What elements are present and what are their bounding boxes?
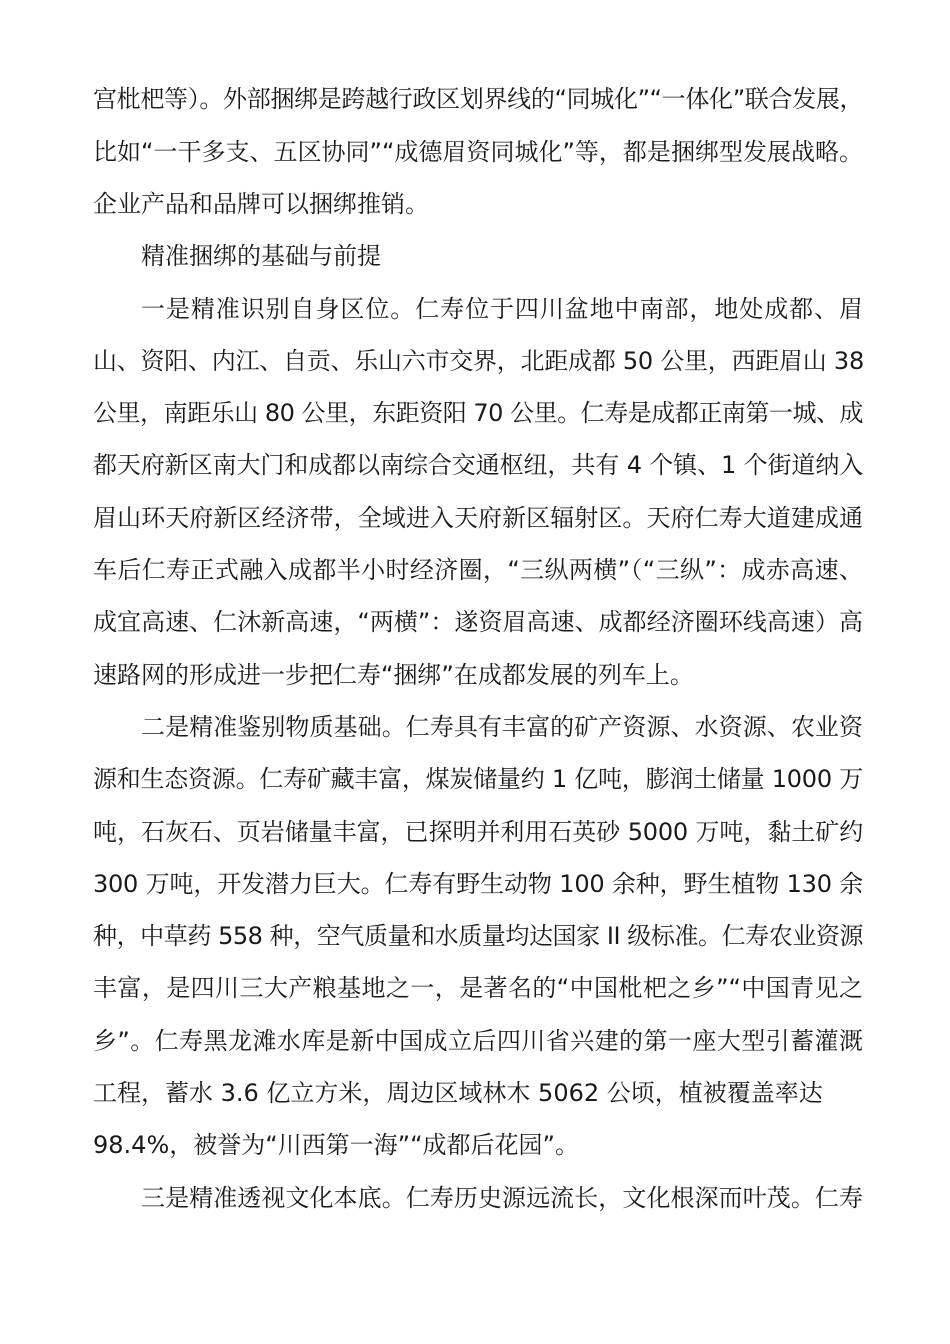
- body-text-line: 300 万吨，开发潜力巨大。仁寿有野生动物 100 余种，野生植物 130 余: [93, 870, 863, 898]
- section-heading: 精准捆绑的基础与前提: [141, 242, 381, 270]
- body-text-line: 98.4%，被誉为“川西第一海”“成都后花园”。: [93, 1131, 579, 1159]
- body-text-line: 二是精准鉴别物质基础。仁寿具有丰富的矿产资源、水资源、农业资: [141, 713, 863, 741]
- body-text-line: 乡”。仁寿黑龙滩水库是新中国成立后四川省兴建的第一座大型引蓄灌溉: [93, 1027, 863, 1055]
- body-text-line: 比如“一干多支、五区协同”“成德眉资同城化”等，都是捆绑型发展战略。: [93, 138, 863, 166]
- body-text-line: 眉山环天府新区经济带，全域进入天府新区辐射区。天府仁寿大道建成通: [93, 504, 863, 532]
- body-text-line: 成宜高速、仁沐新高速，“两横”：遂资眉高速、成都经济圈环线高速）高: [93, 608, 863, 636]
- body-text-line: 三是精准透视文化本底。仁寿历史源远流长，文化根深而叶茂。仁寿: [141, 1184, 863, 1212]
- body-text-line: 源和生态资源。仁寿矿藏丰富，煤炭储量约 1 亿吨，膨润土储量 1000 万: [93, 765, 863, 793]
- body-text-line: 种，中草药 558 种，空气质量和水质量均达国家 II 级标准。仁寿农业资源: [93, 922, 863, 950]
- body-text-line: 吨，石灰石、页岩储量丰富，已探明并利用石英砂 5000 万吨，黏土矿约: [93, 818, 863, 846]
- body-text-line: 山、资阳、内江、自贡、乐山六市交界，北距成都 50 公里，西距眉山 38: [93, 347, 864, 375]
- body-text-line: 工程，蓄水 3.6 亿立方米，周边区域林木 5062 公顷，植被覆盖率达: [93, 1079, 823, 1107]
- body-text-line: 公里，南距乐山 80 公里，东距资阳 70 公里。仁寿是成都正南第一城、成: [93, 399, 863, 427]
- body-text-line: 企业产品和品牌可以捆绑推销。: [93, 190, 429, 218]
- body-text-line: 丰富，是四川三大产粮基地之一，是著名的“中国枇杷之乡”“中国青见之: [93, 974, 863, 1002]
- body-text-line: 宫枇杷等）。外部捆绑是跨越行政区划界线的“同城化”“一体化”联合发展，: [93, 85, 863, 113]
- body-text-line: 一是精准识别自身区位。仁寿位于四川盆地中南部，地处成都、眉: [141, 295, 863, 323]
- body-text-line: 都天府新区南大门和成都以南综合交通枢纽，共有 4 个镇、1 个街道纳入: [93, 451, 863, 479]
- body-text-line: 车后仁寿正式融入成都半小时经济圈，“三纵两横”（“三纵”：成赤高速、: [93, 556, 863, 584]
- body-text-line: 速路网的形成进一步把仁寿“捆绑”在成都发展的列车上。: [93, 661, 694, 689]
